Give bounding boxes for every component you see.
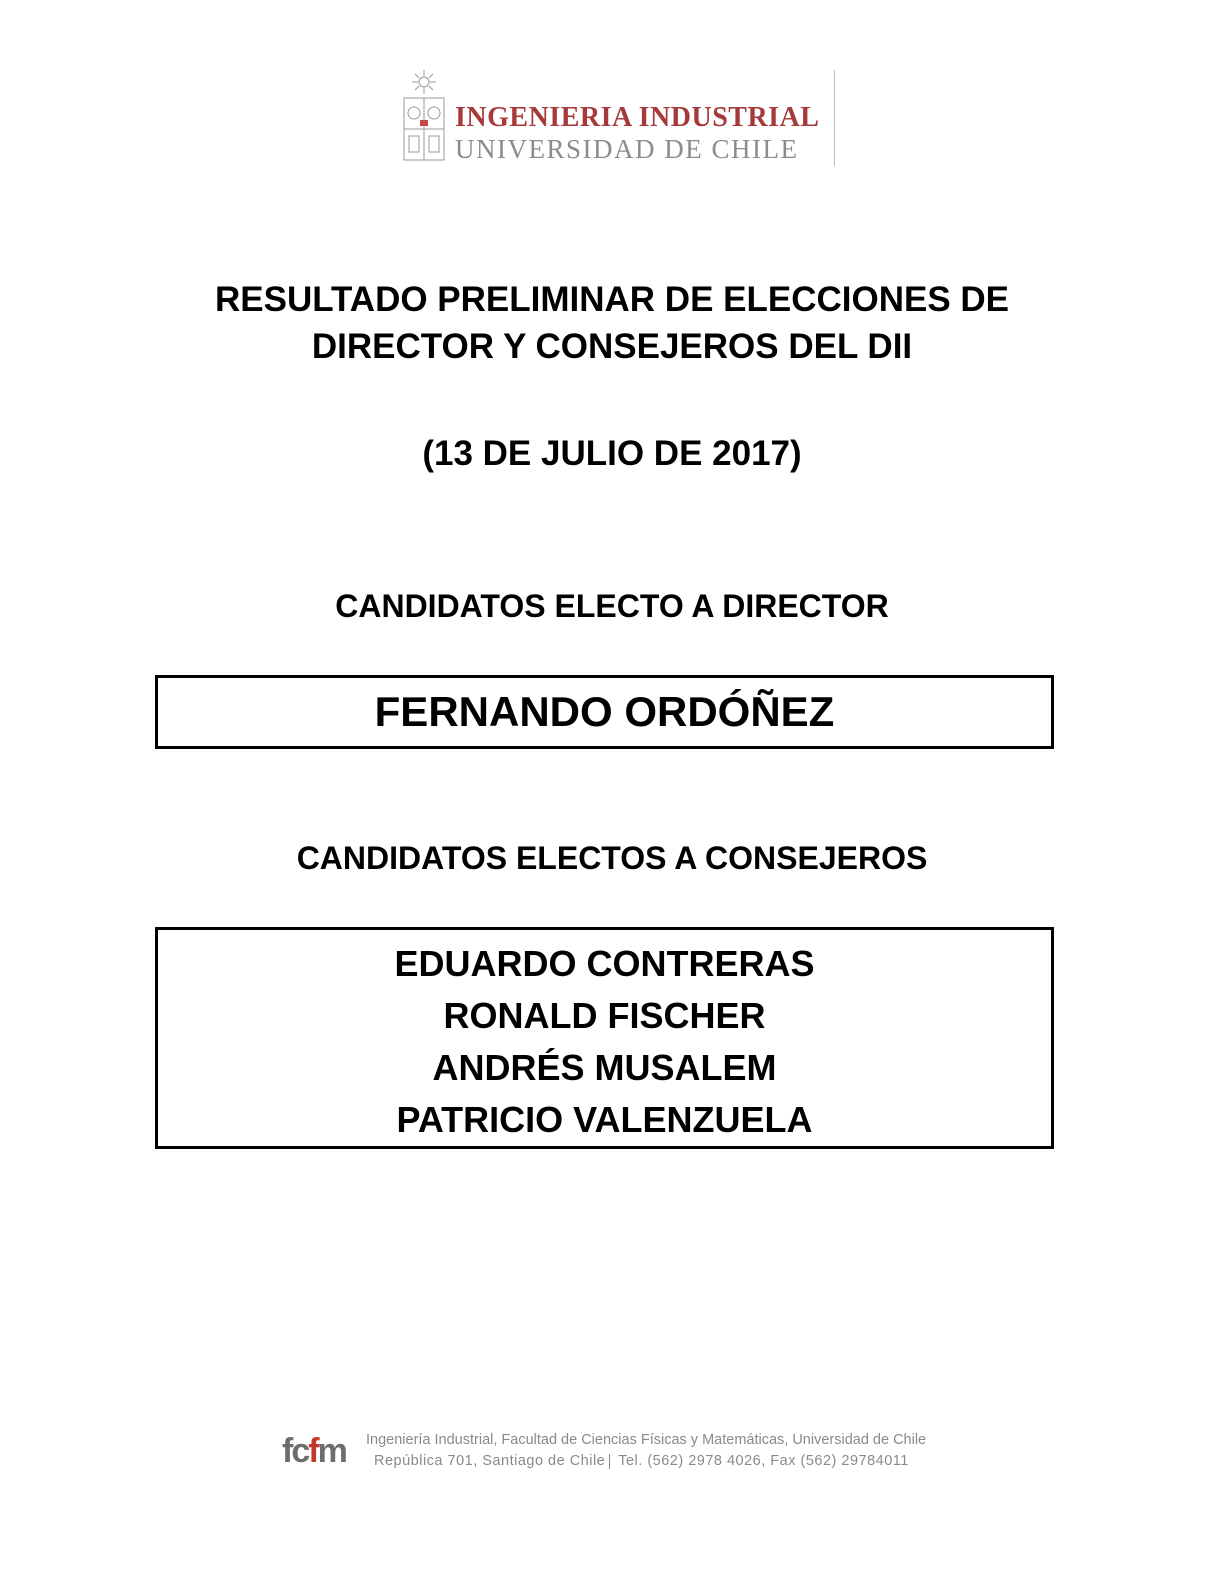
footer-address: República 701, Santiago de Chile	[374, 1453, 606, 1469]
council-member-name: ANDRÉS MUSALEM	[432, 1047, 777, 1088]
director-heading: CANDIDATOS ELECTO A DIRECTOR	[335, 588, 889, 624]
logo-divider	[834, 70, 835, 166]
fcfm-logo-part: fc	[282, 1432, 309, 1470]
footer-separator	[609, 1454, 610, 1469]
footer-phone: Tel. (562) 2978 4026, Fax (562) 29784011	[618, 1453, 909, 1469]
logo-title: INGENIERIA INDUSTRIAL	[455, 102, 820, 133]
fcfm-logo	[282, 1432, 346, 1471]
footer-institution: Ingeniería Industrial, Facultad de Ciencias Físicas y Matemáticas, Universidad de Chile	[366, 1432, 927, 1448]
director-name: FERNANDO ORDÓÑEZ	[374, 688, 835, 735]
council-member-name: PATRICIO VALENZUELA	[396, 1099, 813, 1140]
footer	[282, 1428, 962, 1478]
header-logo	[400, 70, 840, 170]
fcfm-logo-part: f	[308, 1432, 318, 1470]
document-title	[0, 276, 1224, 370]
fcfm-logo-part: m	[317, 1432, 346, 1470]
council-member-name: EDUARDO CONTRERAS	[394, 943, 815, 984]
title-line-2: DIRECTOR Y CONSEJEROS DEL DII	[311, 327, 913, 366]
election-date: (13 DE JULIO DE 2017)	[422, 434, 802, 473]
title-line-1: RESULTADO PRELIMINAR DE ELECCIONES DE	[214, 280, 1010, 319]
council-member-name: RONALD FISCHER	[443, 995, 766, 1036]
university-crest-icon	[400, 70, 448, 165]
footer-contact	[374, 1453, 909, 1469]
council-heading: CANDIDATOS ELECTOS A CONSEJEROS	[296, 840, 928, 876]
logo-subtitle: UNIVERSIDAD DE CHILE	[455, 134, 799, 164]
council-box	[155, 927, 1054, 1149]
director-box	[155, 675, 1054, 749]
